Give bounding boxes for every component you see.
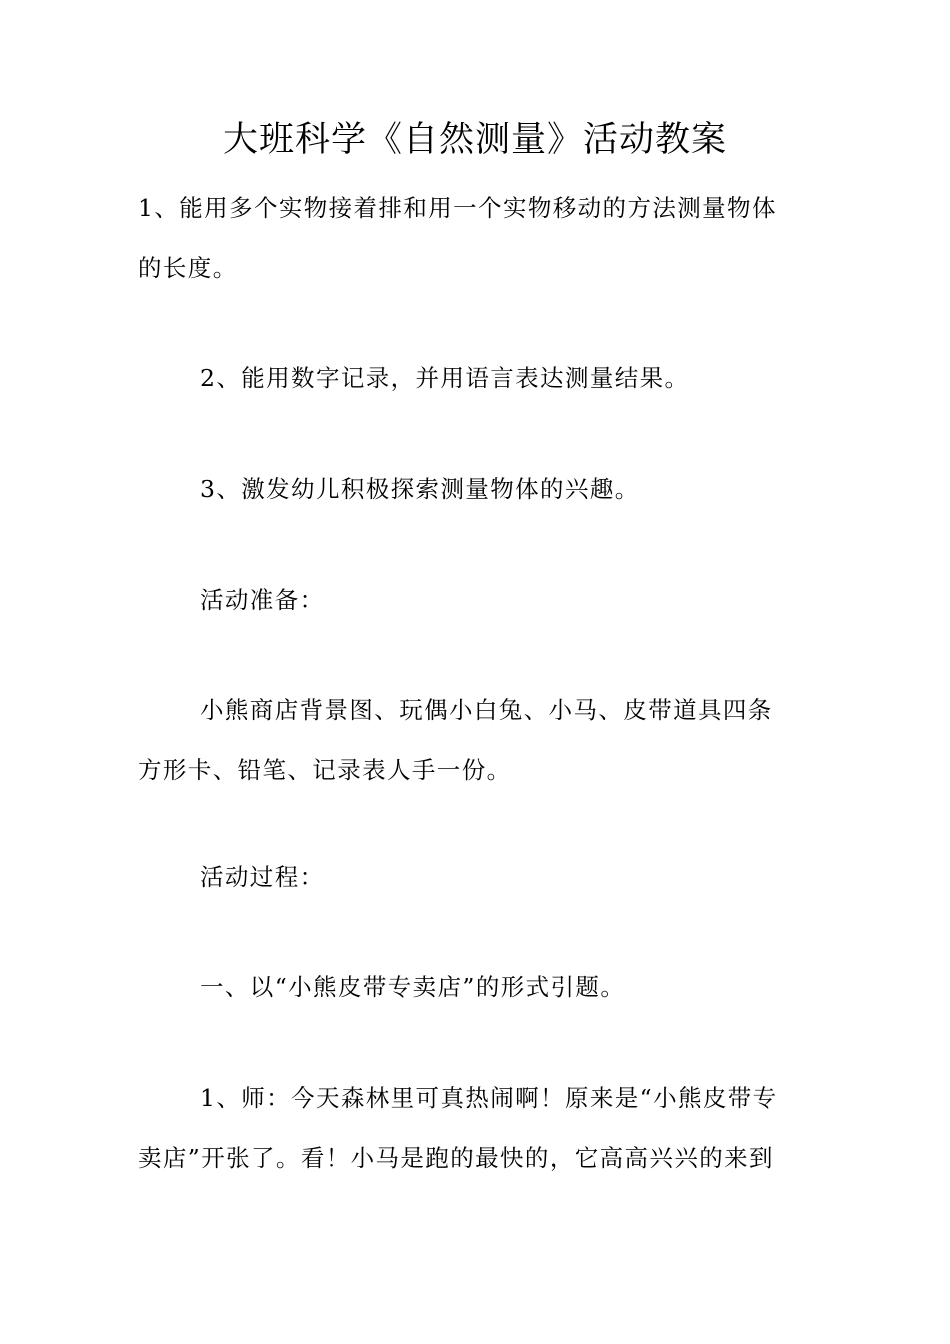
paragraph-line: 方形卡、铅笔、记录表人手一份。 — [138, 756, 512, 784]
paragraph-line: 2、能用数字记录，并用语言表达测量结果。 — [200, 364, 690, 392]
paragraph-line: 一、以“小熊皮带专卖店”的形式引题。 — [200, 973, 626, 1001]
paragraph-materials — [138, 680, 808, 800]
paragraph-line: 活动准备： — [200, 586, 325, 614]
heading-process — [138, 847, 808, 907]
heading-preparation — [138, 570, 808, 630]
paragraph-line: 1、师：今天森林里可真热闹啊！原来是“小熊皮带专 — [200, 1084, 778, 1112]
paragraph-objective-1 — [138, 178, 808, 298]
paragraph-step-1 — [138, 957, 808, 1017]
paragraph-line: 3、激发幼儿积极探索测量物体的兴趣。 — [200, 475, 640, 503]
paragraph-objective-3 — [138, 459, 808, 519]
paragraph-line: 小熊商店背景图、玩偶小白兔、小马、皮带道具四条 — [200, 696, 773, 724]
paragraph-objective-2 — [138, 348, 808, 408]
paragraph-line: 卖店”开张了。看！小马是跑的最快的，它高高兴兴的来到 — [138, 1144, 774, 1172]
paragraph-line: 1、能用多个实物接着排和用一个实物移动的方法测量物体 — [138, 194, 777, 222]
paragraph-line: 活动过程： — [200, 863, 325, 891]
paragraph-step-1-detail — [138, 1068, 808, 1188]
document-title: 大班科学《自然测量》活动教案 — [222, 120, 727, 160]
paragraph-line: 的长度。 — [138, 254, 238, 282]
